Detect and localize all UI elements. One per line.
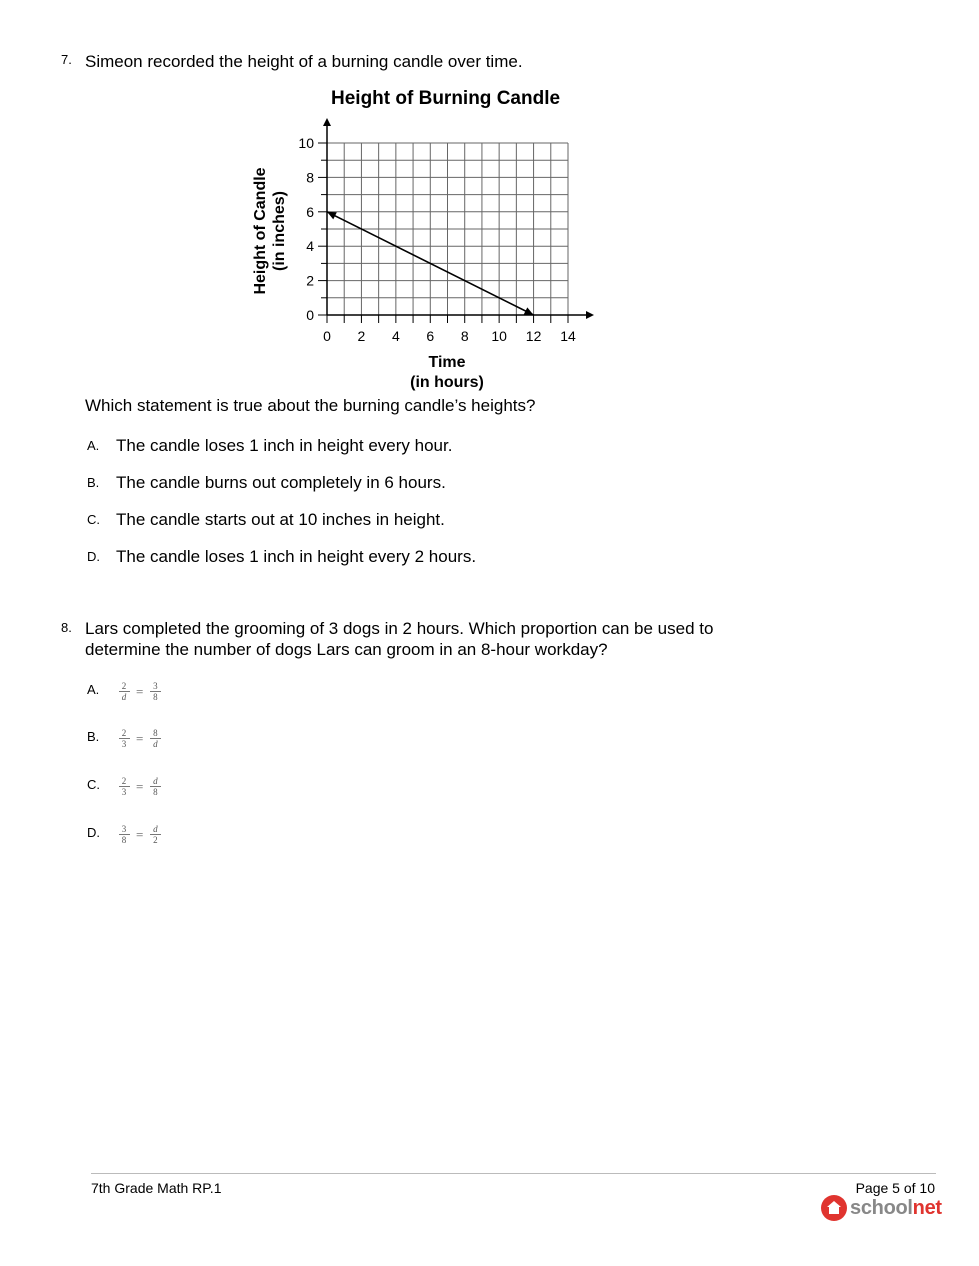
question-7-number: 7. bbox=[61, 52, 72, 67]
chart-ticks bbox=[298, 135, 576, 344]
q7-option-b[interactable]: The candle burns out completely in 6 hours. bbox=[116, 473, 446, 492]
q7-option-b-letter: B. bbox=[87, 475, 100, 490]
q7-option-a[interactable]: The candle loses 1 inch in height every hour. bbox=[116, 436, 453, 455]
q8-option-b[interactable]: $\frac{2}{3}$ = $\frac{8}{d}$ bbox=[118, 728, 161, 749]
data-point bbox=[327, 211, 328, 212]
footer-course-label: 7th Grade Math RP.1 bbox=[91, 1180, 222, 1196]
question-8-prompt-line1: Lars completed the grooming of 3 dogs in 2 hours. Which proportion can be used to bbox=[85, 619, 714, 638]
fraction: $\frac{d}{2}$ bbox=[149, 824, 161, 845]
x-tick-label: 2 bbox=[357, 328, 366, 344]
q7-option-c[interactable]: The candle starts out at 10 inches in height. bbox=[116, 510, 445, 529]
question-7-prompt: Simeon recorded the height of a burning candle over time. bbox=[85, 52, 523, 71]
q8-option-d-letter: D. bbox=[87, 825, 100, 840]
x-tick-label: 0 bbox=[323, 328, 331, 344]
question-8-number: 8. bbox=[61, 620, 72, 635]
q8-option-a-letter: A. bbox=[87, 682, 100, 697]
x-tick-label: 14 bbox=[560, 328, 576, 344]
q7-option-c-letter: C. bbox=[87, 512, 100, 527]
fraction: $\frac{8}{d}$ bbox=[149, 728, 161, 749]
x-tick-label: 6 bbox=[426, 328, 435, 344]
y-tick-label: 10 bbox=[298, 135, 314, 151]
chart-title: Height of Burning Candle bbox=[331, 88, 561, 109]
data-point bbox=[533, 315, 534, 316]
x-tick-label: 10 bbox=[491, 328, 507, 344]
schoolnet-logo bbox=[821, 1195, 942, 1221]
q8-option-c[interactable]: $\frac{2}{3}$ = $\frac{d}{8}$ bbox=[118, 776, 161, 797]
fraction: $\frac{3}{8}$ bbox=[118, 824, 130, 845]
x-tick-label: 8 bbox=[460, 328, 469, 344]
y-tick-label: 2 bbox=[306, 272, 314, 289]
chart-axes bbox=[323, 118, 594, 319]
y-axis-units: (in inches) bbox=[271, 190, 288, 272]
x-axis-arrow bbox=[586, 311, 594, 319]
footer-divider bbox=[91, 1173, 936, 1174]
house-icon bbox=[821, 1195, 847, 1221]
y-axis-label: Height of Candle bbox=[252, 167, 269, 295]
q7-option-d[interactable]: The candle loses 1 inch in height every 2 hours. bbox=[116, 547, 477, 566]
y-tick-label: 6 bbox=[306, 203, 314, 220]
x-tick-label: 4 bbox=[391, 328, 400, 344]
y-tick-label: 4 bbox=[306, 238, 314, 255]
y-tick-label: 8 bbox=[306, 169, 314, 186]
footer-page-number: Page 5 of 10 bbox=[855, 1180, 935, 1196]
q7-option-d-letter: D. bbox=[87, 549, 100, 564]
y-axis-arrow bbox=[323, 118, 331, 126]
y-tick-label: 0 bbox=[306, 307, 314, 323]
q8-option-c-letter: C. bbox=[87, 777, 100, 792]
fraction: $\frac{2}{d}$ bbox=[118, 681, 130, 702]
x-tick-label: 12 bbox=[525, 328, 542, 344]
x-axis-label: Time bbox=[428, 354, 466, 371]
question-8-prompt-line2: determine the number of dogs Lars can groom in an 8-hour workday? bbox=[85, 640, 608, 659]
logo-text-school: school bbox=[850, 1196, 913, 1219]
q8-option-d[interactable]: $\frac{3}{8}$ = $\frac{d}{2}$ bbox=[118, 824, 161, 845]
q8-option-b-letter: B. bbox=[87, 729, 100, 744]
q7-option-a-letter: A. bbox=[87, 438, 100, 453]
fraction: $\frac{d}{8}$ bbox=[149, 776, 161, 797]
fraction: $\frac{2}{3}$ bbox=[118, 728, 130, 749]
q8-option-a[interactable]: $\frac{2}{d}$ = $\frac{3}{8}$ bbox=[118, 681, 161, 702]
fraction: $\frac{2}{3}$ bbox=[118, 776, 130, 797]
question-7-question: Which statement is true about the burning candle’s heights? bbox=[85, 396, 536, 415]
fraction: $\frac{3}{8}$ bbox=[149, 681, 161, 702]
x-axis-units: (in hours) bbox=[410, 374, 484, 391]
logo-text-net: net bbox=[912, 1196, 942, 1219]
